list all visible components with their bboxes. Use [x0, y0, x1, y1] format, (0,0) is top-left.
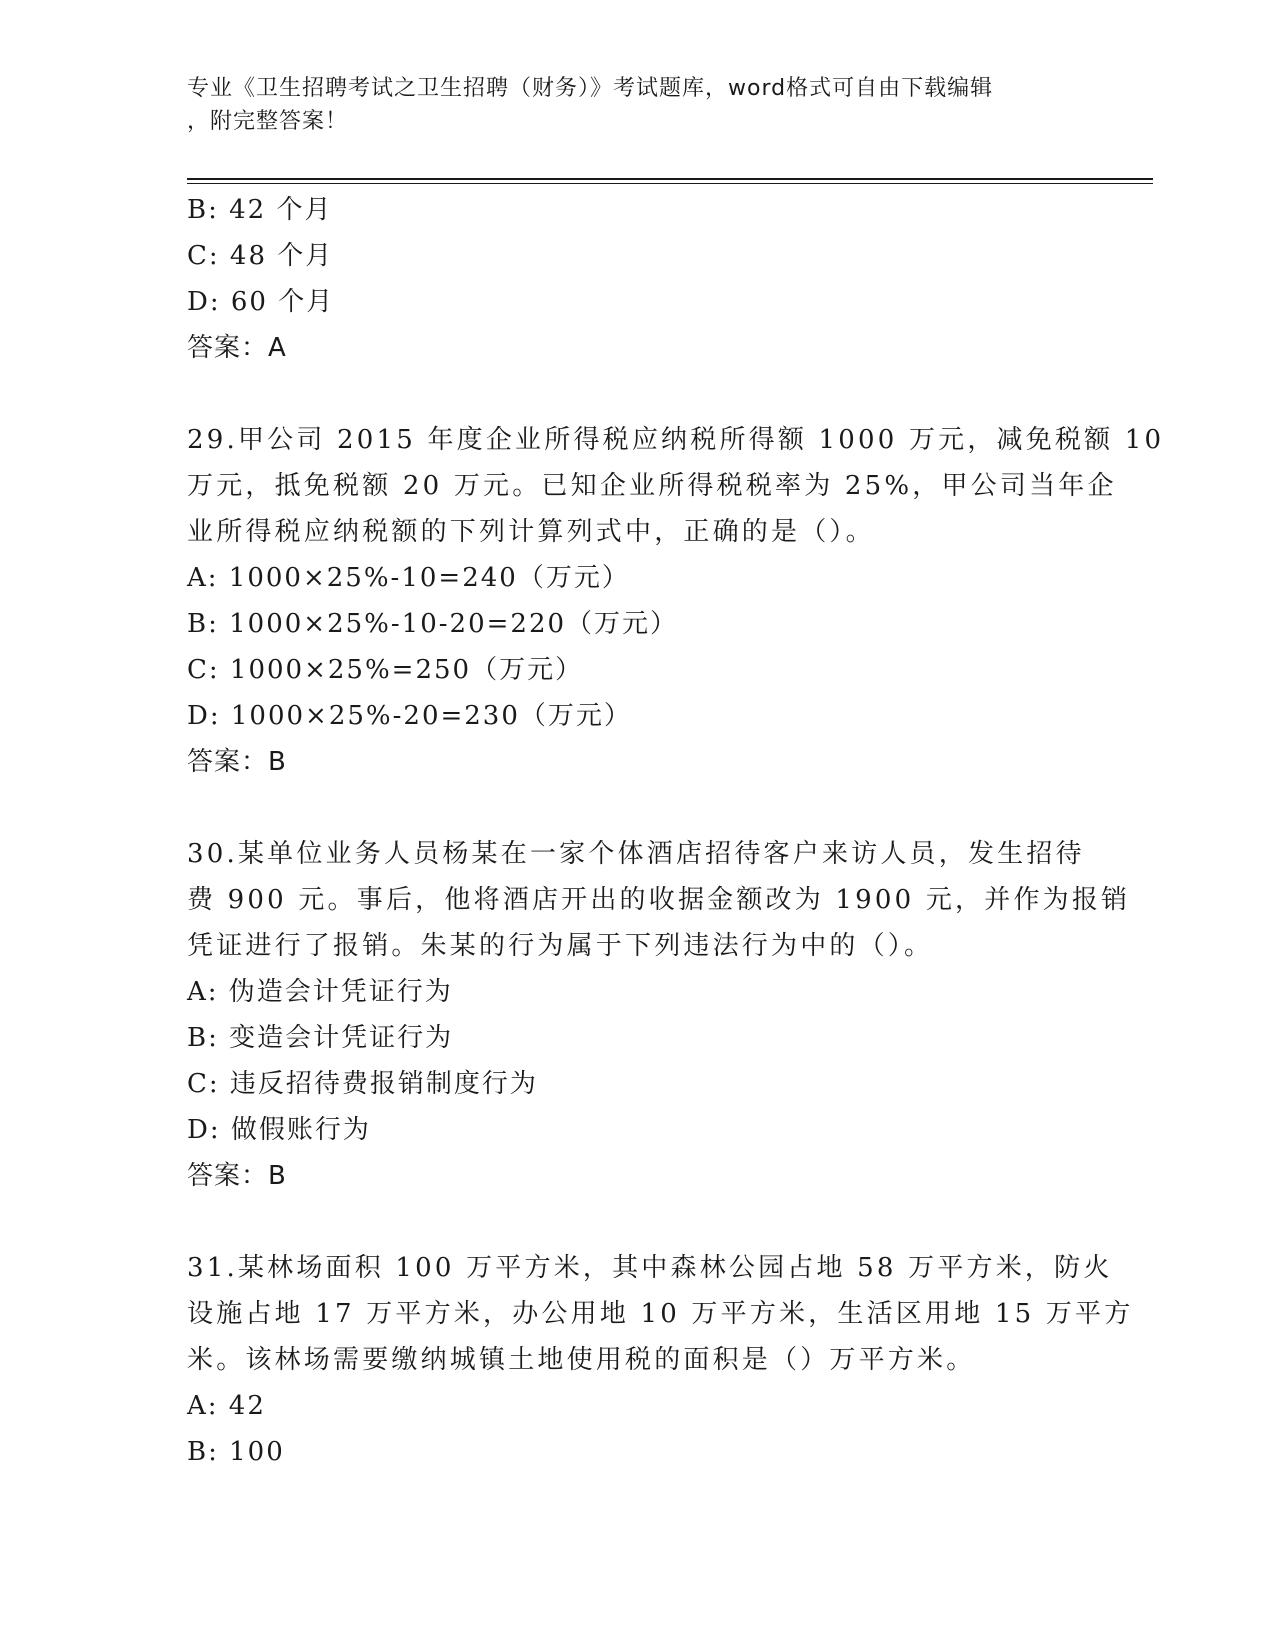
- option-b: B: 1000×25%-10-20=220（万元）: [187, 609, 679, 639]
- answer-line: 答案：B: [187, 747, 287, 777]
- answer-line: 答案：A: [187, 333, 287, 363]
- question-spacer: [187, 785, 1087, 831]
- header-divider-thick: [187, 178, 1153, 180]
- option-a: A: 伪造会计凭证行为: [187, 977, 453, 1007]
- option-a: A: 42: [187, 1391, 266, 1421]
- question-text-line: 31.某林场面积 100 万平方米，其中森林公园占地 58 万平方米，防火: [187, 1253, 1113, 1283]
- question-text-line: 29.甲公司 2015 年度企业所得税应纳税所得额 1000 万元，减免税额 10: [187, 425, 1165, 455]
- question-text-line: 设施占地 17 万平方米，办公用地 10 万平方米，生活区用地 15 万平方: [187, 1299, 1134, 1329]
- question-text-line: 米。该林场需要缴纳城镇土地使用税的面积是（）万平方米。: [187, 1345, 976, 1375]
- header-divider-thin: [187, 183, 1153, 184]
- question-text-line: 费 900 元。事后，他将酒店开出的收据金额改为 1900 元，并作为报销: [187, 885, 1131, 915]
- option-d: D: 做假账行为: [187, 1115, 371, 1145]
- option-c: C: 1000×25%=250（万元）: [187, 655, 584, 685]
- question-list: [187, 187, 1165, 1475]
- question-spacer: [187, 1199, 1087, 1245]
- question-30: [187, 831, 1131, 1199]
- option-c: C: 违反招待费报销制度行为: [187, 1069, 538, 1099]
- option-a: A: 1000×25%-10=240（万元）: [187, 563, 630, 593]
- question-text-line: 业所得税应纳税额的下列计算列式中，正确的是（）。: [187, 517, 875, 547]
- question-text-line: 万元，抵免税额 20 万元。已知企业所得税税率为 25%，甲公司当年企: [187, 471, 1117, 501]
- option-b: B: 100: [187, 1437, 285, 1467]
- header-title-continuation: ，附完整答案！: [187, 109, 349, 134]
- option-b: B: 42 个月: [187, 195, 333, 225]
- question-31: [187, 1245, 1134, 1475]
- option-d: D: 60 个月: [187, 287, 335, 317]
- answer-line: 答案：B: [187, 1161, 287, 1191]
- question-text-line: 30.某单位业务人员杨某在一家个体酒店招待客户来访人员，发生招待: [187, 839, 1085, 869]
- question-text-line: 凭证进行了报销。朱某的行为属于下列违法行为中的（）。: [187, 931, 934, 961]
- document-header: [187, 72, 1067, 138]
- option-b: B: 变造会计凭证行为: [187, 1023, 454, 1053]
- question-29: [187, 417, 1165, 785]
- option-c: C: 48 个月: [187, 241, 334, 271]
- question-spacer: [187, 371, 1087, 417]
- option-d: D: 1000×25%-20=230（万元）: [187, 701, 632, 731]
- header-title-line: 专业《卫生招聘考试之卫生招聘（财务）》考试题库，word格式可自由下载编辑: [187, 76, 994, 101]
- question-28: [187, 187, 1087, 371]
